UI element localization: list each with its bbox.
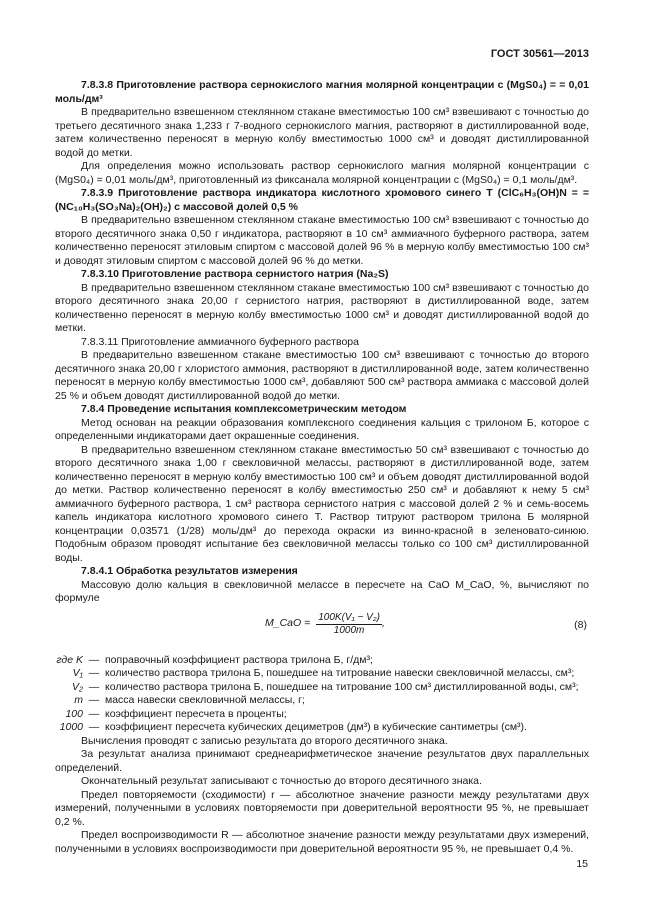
definition-text: количество раствора трилона Б, пошедшее на титрование навески свекловичной мелассы, см³; [105, 667, 575, 679]
formula-tail: , [381, 617, 385, 630]
paragraph-mgso4-preparation: В предварительно взвешенном стеклянном стакане вместимостью 100 см³ взвешивают с точностью до третьего десятичного знака 1,233 г 7-водного сернокислого магния, растворяют в дистиллированной воде, затем количественно переносят в мерную колбу вместимостью 1000 см³ и доводят дистиллированной водой до метки. [55, 106, 589, 159]
formula-lhs: M_CaO = [265, 617, 311, 630]
formula-definitions [55, 654, 589, 735]
paragraph-mgso4-alternative: Для определения можно использовать раствор сернокислого магния молярной концентрации c (MgS0₄) = 0,01 моль/дм³, приготовленный из фиксанала молярной концентрации c (MgS0₄) = 0,1 моль/дм³. [55, 160, 589, 186]
section-heading-7-8-3-10: 7.8.3.10 Приготовление раствора сернистого натрия (Na₂S) [81, 268, 389, 280]
paragraph-formula-intro: Массовую долю кальция в свекловичной мелассе в пересчете на CaO M_CaO, %, вычисляют по формуле [55, 578, 589, 604]
definition-dash: — [88, 667, 100, 679]
definition-text: количество раствора трилона Б, пошедшее на титрование 100 см³ дистиллированной воды, см³; [105, 680, 579, 693]
formula-block [55, 612, 589, 646]
paragraph-buffer-preparation: В предварительно взвешенном стакане вместимостью 100 см³ взвешивают с точностью до второго десятичного знака 20,00 г хлористого аммония, растворяют в дистиллированной воде, затем количественно переносят в мерную колбу вместимостью 1000 см³, добавляют 500 см³ раствора аммиака с массовой долей 25 % и объем доводят дистиллированной водой до метки. [55, 349, 589, 402]
definition-dash: — [88, 680, 100, 693]
formula [265, 612, 385, 637]
definition-row [55, 681, 589, 695]
section-heading-7-8-4: 7.8.4 Проведение испытания комплексометрическим методом [81, 403, 407, 415]
page-number: 15 [576, 858, 588, 870]
section-heading-7-8-4-1: 7.8.4.1 Обработка результатов измерения [81, 565, 298, 577]
definition-row [55, 721, 589, 735]
paragraph-indicator-preparation: В предварительно взвешенном стеклянном стакане вместимостью 100 см³ взвешивают с точностью до второго десятичного знака 0,50 г индикатора, растворяют в 10 см³ аммиачного буферного раствора, затем количественно переносят этиловым спиртом с массовой долей 96 % в мерную колбу вместимостью 100 см³ и доводят этиловым спиртом с массовой долей 96 % до метки. [55, 214, 589, 267]
definition-symbol: V₁ [72, 667, 83, 679]
paragraph-repeatability-limit: Предел повторяемости (сходимости) r — абсолютное значение разности между результатами двух измерений, полученными в условиях повторяемости при доверительной вероятности 95 %, не превышает 0,2 %. [55, 788, 589, 828]
definition-symbol: V₂ [71, 680, 83, 693]
formula-fraction [316, 612, 382, 637]
definition-dash: — [88, 707, 100, 720]
paragraph-final-result: Окончательный результат записывают с точностью до второго десятичного знака. [81, 775, 482, 787]
definition-row [55, 694, 589, 708]
section-heading-7-8-3-8: 7.8.3.8 Приготовление раствора сернокислого магния молярной концентрации с (MgS0₄) = = 0,01 моль/дм³ [55, 79, 589, 105]
section-heading-7-8-3-9: 7.8.3.9 Приготовление раствора индикатора кислотного хромового синего Т (ClC₆H₃(OH)N = = (NC₁₀H₃(SO₃Na)₂(OH)₂) с массовой долей 0,5 % [55, 187, 589, 213]
definition-symbol: где K [56, 653, 83, 666]
page-body [55, 79, 589, 856]
definition-text: коэффициент пересчета в проценты; [105, 707, 287, 720]
definition-symbol: 1000 [59, 721, 83, 733]
document-header: ГОСТ 30561—2013 [490, 48, 589, 60]
definition-dash: — [88, 721, 100, 733]
section-heading-7-8-3-11: 7.8.3.11 Приготовление аммиачного буферного раствора [81, 335, 359, 348]
equation-number: (8) [574, 618, 587, 631]
definition-symbol: m [74, 694, 83, 706]
definition-symbol: 100 [65, 707, 83, 720]
definition-row [55, 667, 589, 681]
paragraph-reproducibility-limit: Предел воспроизводимости R — абсолютное значение разности между результатами двух измерений, полученными в условиях воспроизводимости при доверительной вероятности 95 %, не превышает 0,4 %. [55, 829, 589, 855]
definition-text: масса навески свекловичной мелассы, г; [105, 694, 305, 706]
paragraph-result-mean: За результат анализа принимают среднеарифметическое значение результатов двух параллельных определений. [55, 748, 589, 774]
paragraph-test-procedure: В предварительно взвешенном стеклянном стакане вместимостью 50 см³ взвешивают с точностью до второго десятичного знака 1,00 г свекловичной мелассы, растворяют в дистиллированной воде, затем количественно переносят в мерную колбу вместимостью 100 см³ и объем доводят дистиллированной водой до метки. Раствор количественно переносят в колбу вместимостью 250 см³ и добавляют к нему 5 см³ аммиачного буферного раствора, 1 см³ раствора сернистого натрия с массовой долей 2 % и семь-восемь капель индикатора кислотного хромового синего Т. Раствор титруют раствором трилона Б молярной концентрации 0,03571 (1/28) моль/дм³ до перехода окраски из винно-красной в зеленовато-синюю. Подобным образом проводят испытание без свекловичной мелассы только со 100 см³ дистиллированной воды. [55, 443, 589, 564]
definition-dash: — [88, 694, 100, 706]
definition-row [55, 708, 589, 722]
paragraph-method-principle: Метод основан на реакции образования комплексного соединения кальция с трилоном Б, которое с определенными индикаторами дает окрашенные соединения. [55, 416, 589, 442]
formula-numerator: 100K(V₁ − V₂) [318, 611, 380, 623]
paragraph-na2s-preparation: В предварительно взвешенном стеклянном стакане вместимостью 100 см³ взвешивают с точностью до второго десятичного знака 20,00 г сернистого натрия, растворяют в дистиллированной воде, затем количественно переносят в мерную колбу вместимостью 1000 см³ и доводят дистиллированной водой до метки. [55, 281, 589, 334]
definition-dash: — [88, 653, 100, 666]
formula-denominator: 1000m [333, 624, 365, 636]
definition-text: коэффициент пересчета кубических дециметров (дм³) в кубические сантиметры (см³). [105, 721, 527, 733]
paragraph-calc-precision: Вычисления проводят с записью результата до второго десятичного знака. [81, 734, 448, 747]
definition-text: поправочный коэффициент раствора трилона Б, г/дм³; [105, 653, 373, 666]
definition-row [55, 654, 589, 668]
